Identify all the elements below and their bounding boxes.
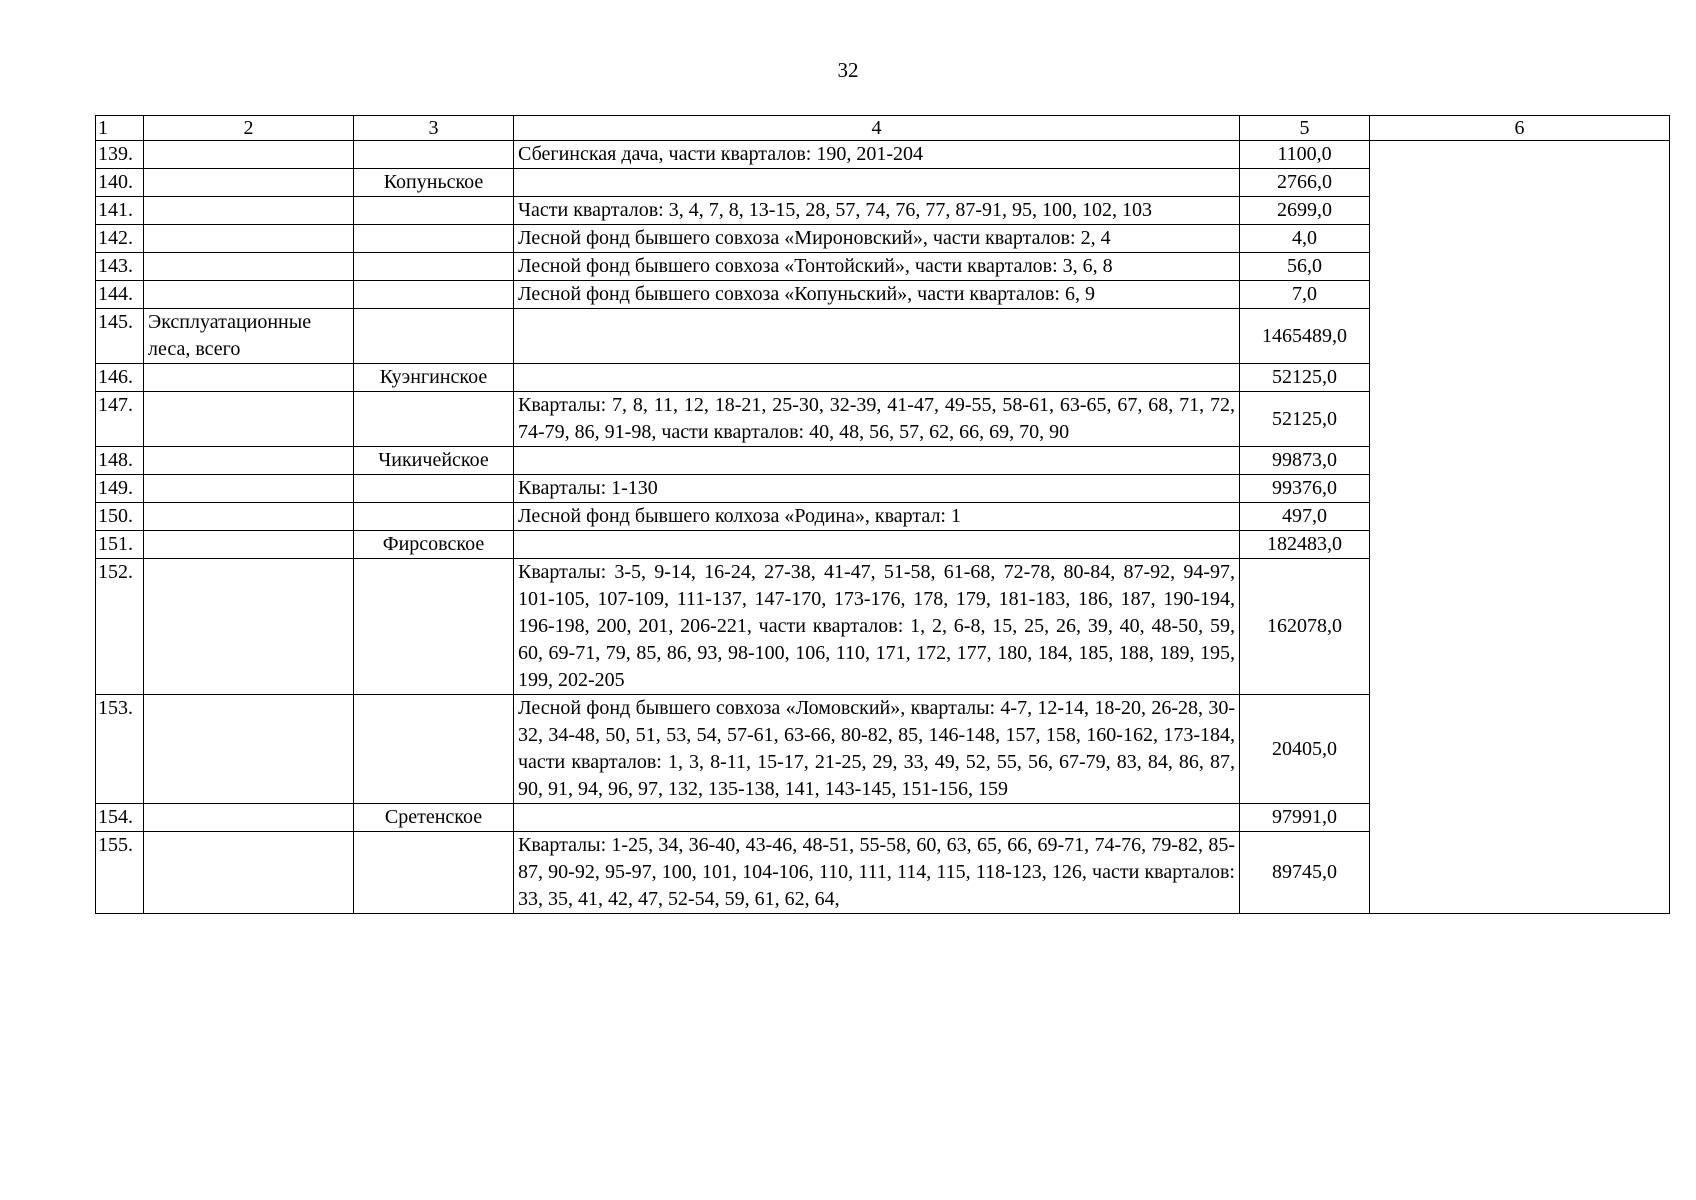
area-cell: 20405,0	[1240, 695, 1370, 804]
row-number-cell: 155.	[96, 832, 144, 914]
forestry-cell: Копуньское	[354, 169, 514, 197]
row-number-cell: 144.	[96, 281, 144, 309]
row-number-cell: 154.	[96, 804, 144, 832]
notes-cell	[1370, 141, 1670, 914]
quarters-description-cell	[514, 169, 1240, 197]
area-cell: 99376,0	[1240, 475, 1370, 503]
category-cell	[144, 475, 354, 503]
quarters-description-cell: Лесной фонд бывшего совхоза «Мироновский», части кварталов: 2, 4	[514, 225, 1240, 253]
area-cell: 56,0	[1240, 253, 1370, 281]
quarters-description-cell	[514, 804, 1240, 832]
row-number-cell: 146.	[96, 364, 144, 392]
area-cell: 182483,0	[1240, 531, 1370, 559]
quarters-description-cell: Лесной фонд бывшего колхоза «Родина», квартал: 1	[514, 503, 1240, 531]
quarters-description-cell: Лесной фонд бывшего совхоза «Ломовский», кварталы: 4-7, 12-14, 18-20, 26-28, 30-32, 34-48, 50, 51, 53, 54, 57-61, 63-66, 80-82, 85, 146-148, 157, 158, 160-162, 173-184, части кварталов: 1, 3, 8-11, 15-17, 21-25, 29, 33, 49, 52, 55, 56, 67-79, 83, 84, 86, 87, 90, 91, 94, 96, 97, 132, 135-138, 141, 143-145, 151-156, 159	[514, 695, 1240, 804]
area-cell: 2699,0	[1240, 197, 1370, 225]
forestry-cell	[354, 225, 514, 253]
forestry-cell	[354, 695, 514, 804]
category-cell	[144, 559, 354, 695]
forestry-cell	[354, 832, 514, 914]
row-number-cell: 152.	[96, 559, 144, 695]
category-cell	[144, 832, 354, 914]
area-cell: 52125,0	[1240, 392, 1370, 447]
category-cell	[144, 804, 354, 832]
quarters-description-cell: Кварталы: 1-25, 34, 36-40, 43-46, 48-51, 55-58, 60, 63, 65, 66, 69-71, 74-76, 79-82, 85-87, 90-92, 95-97, 100, 101, 104-106, 110, 111, 114, 115, 118-123, 126, части кварталов: 33, 35, 41, 42, 47, 52-54, 59, 61, 62, 64,	[514, 832, 1240, 914]
header-col-2: 2	[144, 116, 354, 141]
quarters-description-cell: Сбегинская дача, части кварталов: 190, 201-204	[514, 141, 1240, 169]
forestry-cell	[354, 309, 514, 364]
row-number-cell: 149.	[96, 475, 144, 503]
forestry-cell	[354, 141, 514, 169]
area-cell: 1465489,0	[1240, 309, 1370, 364]
category-cell	[144, 141, 354, 169]
quarters-description-cell: Лесной фонд бывшего совхоза «Тонтойский», части кварталов: 3, 6, 8	[514, 253, 1240, 281]
row-number-cell: 145.	[96, 309, 144, 364]
header-col-6: 6	[1370, 116, 1670, 141]
quarters-description-cell: Лесной фонд бывшего совхоза «Копуньский», части кварталов: 6, 9	[514, 281, 1240, 309]
header-col-5: 5	[1240, 116, 1370, 141]
header-col-4: 4	[514, 116, 1240, 141]
forestry-cell: Куэнгинское	[354, 364, 514, 392]
page-number: 32	[837, 58, 859, 82]
quarters-description-cell	[514, 447, 1240, 475]
forestry-cell: Фирсовское	[354, 531, 514, 559]
area-cell: 52125,0	[1240, 364, 1370, 392]
category-cell	[144, 197, 354, 225]
category-cell	[144, 447, 354, 475]
category-cell	[144, 695, 354, 804]
category-cell	[144, 531, 354, 559]
quarters-description-cell: Части кварталов: 3, 4, 7, 8, 13-15, 28, 57, 74, 76, 77, 87-91, 95, 100, 102, 103	[514, 197, 1240, 225]
header-row	[96, 116, 1670, 141]
category-cell	[144, 169, 354, 197]
forestry-cell	[354, 253, 514, 281]
category-cell	[144, 503, 354, 531]
quarters-description-cell: Кварталы: 1-130	[514, 475, 1240, 503]
area-cell: 1100,0	[1240, 141, 1370, 169]
area-cell: 2766,0	[1240, 169, 1370, 197]
forestry-cell: Сретенское	[354, 804, 514, 832]
quarters-description-cell	[514, 364, 1240, 392]
area-cell: 99873,0	[1240, 447, 1370, 475]
area-cell: 89745,0	[1240, 832, 1370, 914]
category-cell	[144, 225, 354, 253]
header-col-1: 1	[96, 116, 144, 141]
row-number-cell: 153.	[96, 695, 144, 804]
category-cell	[144, 281, 354, 309]
row-number-cell: 140.	[96, 169, 144, 197]
forestry-cell	[354, 197, 514, 225]
category-cell	[144, 253, 354, 281]
header-col-3: 3	[354, 116, 514, 141]
forestry-cell	[354, 281, 514, 309]
row-number-cell: 143.	[96, 253, 144, 281]
forestry-cell: Чикичейское	[354, 447, 514, 475]
row-number-cell: 147.	[96, 392, 144, 447]
row-number-cell: 148.	[96, 447, 144, 475]
row-number-cell: 150.	[96, 503, 144, 531]
area-cell: 7,0	[1240, 281, 1370, 309]
quarters-description-cell	[514, 531, 1240, 559]
forest-table	[95, 115, 1670, 914]
forestry-cell	[354, 503, 514, 531]
area-cell: 162078,0	[1240, 559, 1370, 695]
category-cell	[144, 364, 354, 392]
forestry-cell	[354, 475, 514, 503]
category-cell: Эксплуатационные леса, всего	[144, 309, 354, 364]
category-cell	[144, 392, 354, 447]
row-number-cell: 141.	[96, 197, 144, 225]
forestry-cell	[354, 392, 514, 447]
forestry-cell	[354, 559, 514, 695]
row-number-cell: 139.	[96, 141, 144, 169]
row-number-cell: 151.	[96, 531, 144, 559]
quarters-description-cell: Кварталы: 3-5, 9-14, 16-24, 27-38, 41-47, 51-58, 61-68, 72-78, 80-84, 87-92, 94-97, 101-105, 107-109, 111-137, 147-170, 173-176, 178, 179, 181-183, 186, 187, 190-194, 196-198, 200, 201, 206-221, части кварталов: 1, 2, 6-8, 15, 25, 26, 39, 40, 48-50, 59, 60, 69-71, 79, 85, 86, 93, 98-100, 106, 110, 171, 172, 177, 180, 184, 185, 188, 189, 195, 199, 202-205	[514, 559, 1240, 695]
area-cell: 97991,0	[1240, 804, 1370, 832]
area-cell: 4,0	[1240, 225, 1370, 253]
area-cell: 497,0	[1240, 503, 1370, 531]
row-number-cell: 142.	[96, 225, 144, 253]
quarters-description-cell	[514, 309, 1240, 364]
table-row	[96, 141, 1670, 169]
quarters-description-cell: Кварталы: 7, 8, 11, 12, 18-21, 25-30, 32-39, 41-47, 49-55, 58-61, 63-65, 67, 68, 71, 72, 74-79, 86, 91-98, части кварталов: 40, 48, 56, 57, 62, 66, 69, 70, 90	[514, 392, 1240, 447]
